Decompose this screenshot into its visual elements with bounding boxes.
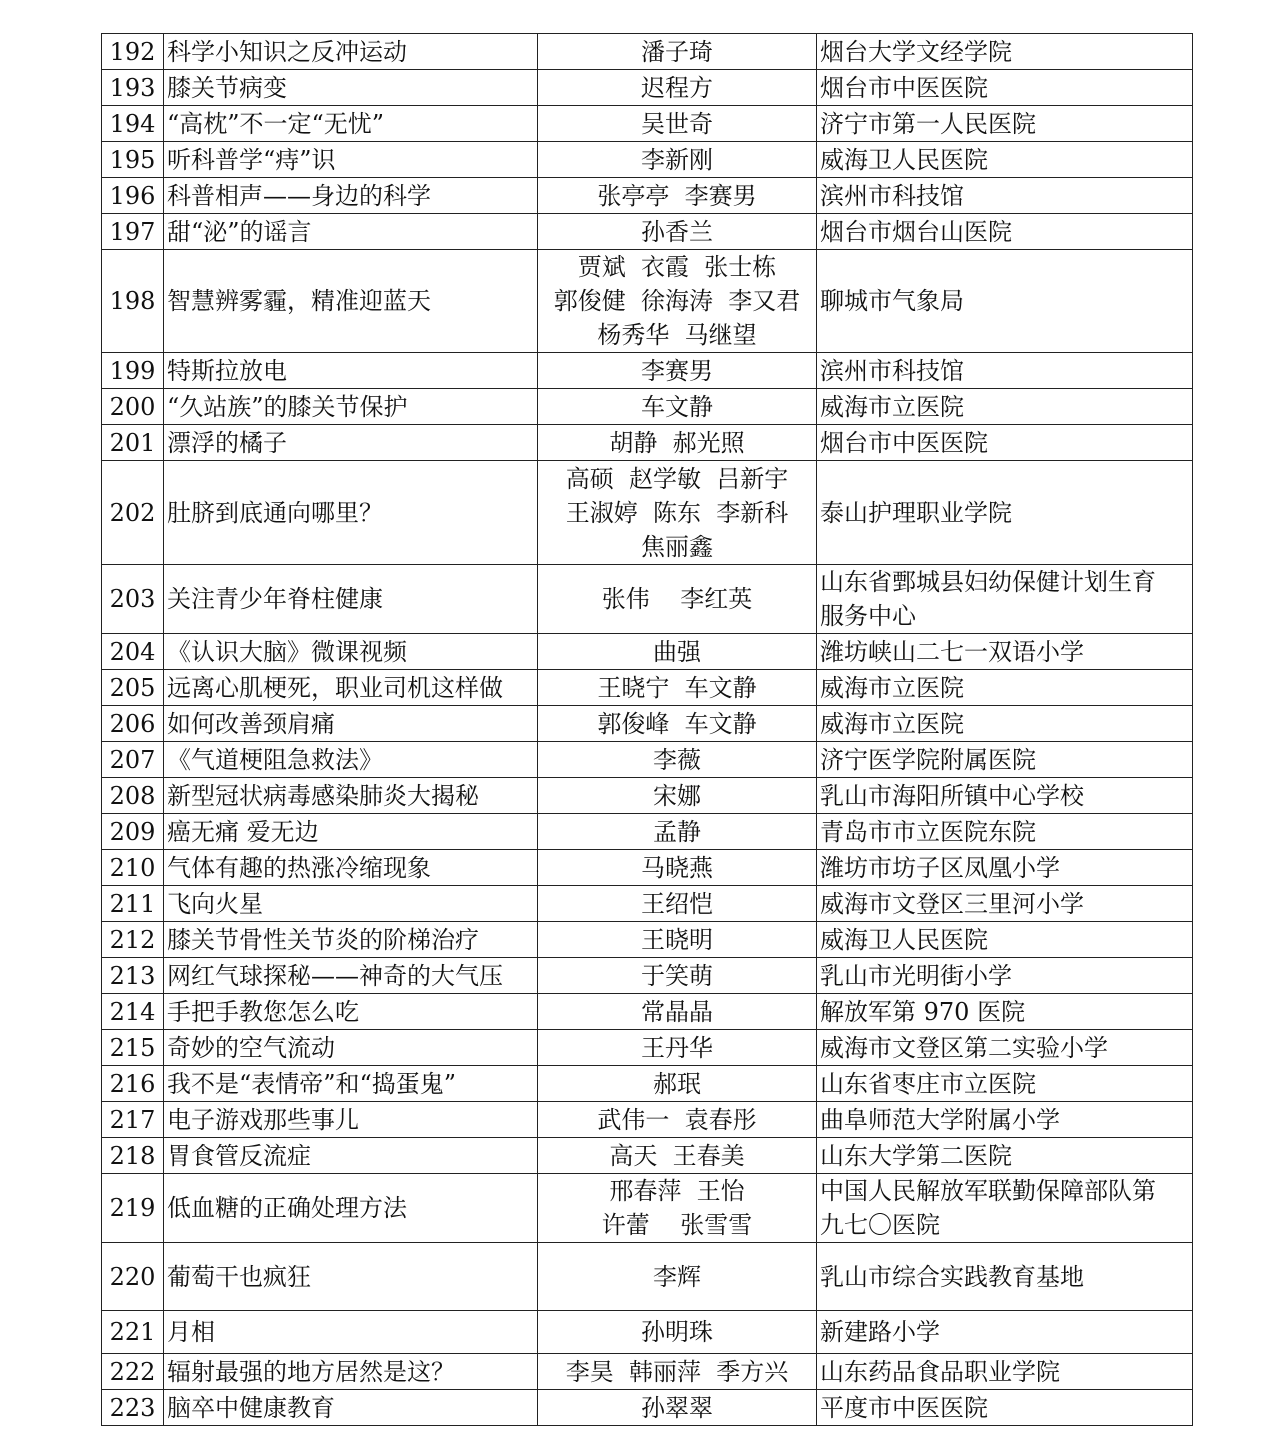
organization-cell (817, 1243, 1193, 1311)
authors-cell (538, 1390, 817, 1426)
organization-line: 服务中心 (820, 602, 916, 630)
table-row (102, 922, 1193, 958)
organization-line: 泰山护理职业学院 (820, 498, 1012, 527)
authors-cell (538, 850, 817, 886)
organization-line: 中国人民解放军联勤保障部队第 (820, 1177, 1156, 1205)
authors-cell (538, 214, 817, 250)
author-line: 高天 王春美 (609, 1141, 745, 1170)
authors-cell (538, 886, 817, 922)
work-title: 气体有趣的热涨冷缩现象 (164, 850, 538, 886)
work-title: 辐射最强的地方居然是这？ (164, 1354, 538, 1390)
organization-cell (817, 1102, 1193, 1138)
entry-number: 220 (102, 1243, 164, 1311)
award-list-table (101, 33, 1193, 1426)
organization-line: 乳山市综合实践教育基地 (820, 1262, 1084, 1291)
entry-number: 196 (102, 178, 164, 214)
table-row (102, 214, 1193, 250)
entry-number: 208 (102, 778, 164, 814)
table-row (102, 994, 1193, 1030)
organization-line: 潍坊峡山二七一双语小学 (820, 637, 1084, 666)
work-title: 科普相声——身边的科学 (164, 178, 538, 214)
organization-cell (817, 1354, 1193, 1390)
table-row (102, 958, 1193, 994)
table-row (102, 850, 1193, 886)
table-row (102, 1174, 1193, 1243)
author-line: 王丹华 (641, 1033, 713, 1062)
entry-number: 219 (102, 1174, 164, 1243)
authors-cell (538, 461, 817, 565)
organization-line: 威海卫人民医院 (820, 925, 988, 954)
entry-number: 218 (102, 1138, 164, 1174)
author-line: 郭俊峰 车文静 (597, 709, 757, 738)
entry-number: 204 (102, 634, 164, 670)
organization-line: 滨州市科技馆 (820, 181, 964, 210)
work-title: 膝关节病变 (164, 70, 538, 106)
entry-number: 210 (102, 850, 164, 886)
work-title: 听科普学“痔”识 (164, 142, 538, 178)
organization-cell (817, 778, 1193, 814)
table-row (102, 389, 1193, 425)
entry-number: 198 (102, 250, 164, 353)
table-row (102, 1243, 1193, 1311)
entry-number: 205 (102, 670, 164, 706)
work-title: 关注青少年脊柱健康 (164, 565, 538, 634)
organization-cell (817, 634, 1193, 670)
organization-line: 威海市立医院 (820, 673, 964, 702)
work-title: 飞向火星 (164, 886, 538, 922)
organization-line: 威海市立医院 (820, 392, 964, 421)
work-title: “久站族”的膝关节保护 (164, 389, 538, 425)
author-line: 常晶晶 (641, 997, 713, 1026)
author-line: 曲强 (653, 637, 701, 666)
table-row (102, 634, 1193, 670)
work-title: 我不是“表情帝”和“捣蛋鬼” (164, 1066, 538, 1102)
authors-cell (538, 1354, 817, 1390)
authors-cell (538, 70, 817, 106)
authors-cell (538, 142, 817, 178)
author-line: 李薇 (653, 745, 701, 774)
organization-cell (817, 565, 1193, 634)
work-title: 脑卒中健康教育 (164, 1390, 538, 1426)
organization-cell (817, 250, 1193, 353)
authors-cell (538, 425, 817, 461)
organization-cell (817, 922, 1193, 958)
work-title: 甜“泌”的谣言 (164, 214, 538, 250)
authors-cell (538, 1030, 817, 1066)
table-row (102, 1138, 1193, 1174)
table-row (102, 1102, 1193, 1138)
author-line: 邢春萍 王怡 (609, 1177, 745, 1205)
organization-cell (817, 1311, 1193, 1354)
author-line: 迟程方 (641, 73, 713, 102)
work-title: 特斯拉放电 (164, 353, 538, 389)
organization-line: 曲阜师范大学附属小学 (820, 1105, 1060, 1134)
author-line: 李赛男 (641, 356, 713, 385)
organization-cell (817, 1390, 1193, 1426)
author-line: 焦丽鑫 (641, 532, 713, 561)
table-row (102, 1030, 1193, 1066)
entry-number: 200 (102, 389, 164, 425)
table-row (102, 778, 1193, 814)
author-line: 李昊 韩丽萍 季方兴 (565, 1357, 789, 1386)
organization-line: 聊城市气象局 (820, 287, 964, 315)
table-row (102, 461, 1193, 565)
author-line: 郭俊健 徐海涛 李又君 (553, 287, 801, 315)
work-title: 智慧辨雾霾，精准迎蓝天 (164, 250, 538, 353)
organization-cell (817, 353, 1193, 389)
authors-cell (538, 389, 817, 425)
table-row (102, 353, 1193, 389)
organization-line: 九七〇医院 (820, 1211, 940, 1239)
work-title: 低血糖的正确处理方法 (164, 1174, 538, 1243)
table-row (102, 670, 1193, 706)
entry-number: 211 (102, 886, 164, 922)
organization-cell (817, 958, 1193, 994)
author-line: 武伟一 袁春彤 (597, 1105, 757, 1134)
author-line: 贾斌 衣霞 张士栋 (577, 253, 777, 281)
organization-cell (817, 425, 1193, 461)
author-line: 王晓宁 车文静 (597, 673, 757, 702)
authors-cell (538, 958, 817, 994)
organization-line: 济宁市第一人民医院 (820, 109, 1036, 138)
table-row (102, 250, 1193, 353)
organization-cell (817, 706, 1193, 742)
organization-cell (817, 142, 1193, 178)
organization-cell (817, 461, 1193, 565)
organization-cell (817, 994, 1193, 1030)
author-line: 高硕 赵学敏 吕新宇 (565, 464, 789, 493)
organization-cell (817, 1030, 1193, 1066)
work-title: 膝关节骨性关节炎的阶梯治疗 (164, 922, 538, 958)
authors-cell (538, 742, 817, 778)
author-line: 孟静 (653, 817, 701, 846)
organization-line: 潍坊市坊子区凤凰小学 (820, 853, 1060, 882)
author-line: 宋娜 (653, 781, 701, 810)
author-line: 张亭亭 李赛男 (597, 181, 757, 210)
author-line: 王绍恺 (641, 889, 713, 918)
organization-line: 烟台市烟台山医院 (820, 217, 1012, 246)
entry-number: 207 (102, 742, 164, 778)
author-line: 吴世奇 (641, 109, 713, 138)
entry-number: 195 (102, 142, 164, 178)
author-line: 王淑婷 陈东 李新科 (565, 498, 789, 527)
organization-cell (817, 1138, 1193, 1174)
authors-cell (538, 922, 817, 958)
table-row (102, 1354, 1193, 1390)
table-row (102, 1066, 1193, 1102)
organization-cell (817, 214, 1193, 250)
organization-line: 烟台市中医医院 (820, 73, 988, 102)
organization-line: 山东药品食品职业学院 (820, 1357, 1060, 1386)
entry-number: 213 (102, 958, 164, 994)
entry-number: 223 (102, 1390, 164, 1426)
organization-cell (817, 886, 1193, 922)
work-title: 远离心肌梗死，职业司机这样做 (164, 670, 538, 706)
work-title: 新型冠状病毒感染肺炎大揭秘 (164, 778, 538, 814)
work-title: 手把手教您怎么吃 (164, 994, 538, 1030)
entry-number: 197 (102, 214, 164, 250)
author-line: 孙香兰 (641, 217, 713, 246)
organization-line: 滨州市科技馆 (820, 356, 964, 385)
work-title: 奇妙的空气流动 (164, 1030, 538, 1066)
author-line: 王晓明 (641, 925, 713, 954)
authors-cell (538, 1138, 817, 1174)
author-line: 孙翠翠 (641, 1393, 713, 1422)
organization-line: 山东省枣庄市立医院 (820, 1069, 1036, 1098)
work-title: 《气道梗阻急救法》 (164, 742, 538, 778)
organization-line: 山东省鄄城县妇幼保健计划生育 (820, 568, 1156, 596)
table-row (102, 106, 1193, 142)
organization-cell (817, 34, 1193, 70)
authors-cell (538, 565, 817, 634)
entry-number: 201 (102, 425, 164, 461)
work-title: “高枕”不一定“无忧” (164, 106, 538, 142)
organization-cell (817, 1174, 1193, 1243)
authors-cell (538, 1102, 817, 1138)
entry-number: 214 (102, 994, 164, 1030)
work-title: 胃食管反流症 (164, 1138, 538, 1174)
work-title: 网红气球探秘——神奇的大气压 (164, 958, 538, 994)
work-title: 漂浮的橘子 (164, 425, 538, 461)
entry-number: 212 (102, 922, 164, 958)
table-row (102, 142, 1193, 178)
authors-cell (538, 106, 817, 142)
authors-cell (538, 353, 817, 389)
table-row (102, 565, 1193, 634)
organization-line: 解放军第 970 医院 (820, 997, 1026, 1026)
author-line: 张伟 李红英 (601, 585, 753, 613)
authors-cell (538, 994, 817, 1030)
organization-cell (817, 106, 1193, 142)
authors-cell (538, 1311, 817, 1354)
work-title: 如何改善颈肩痛 (164, 706, 538, 742)
organization-line: 威海市文登区第二实验小学 (820, 1033, 1108, 1062)
author-line: 郝珉 (653, 1069, 701, 1098)
entry-number: 221 (102, 1311, 164, 1354)
table-body (102, 34, 1193, 1426)
table-row (102, 1311, 1193, 1354)
organization-cell (817, 1066, 1193, 1102)
work-title: 癌无痛 爱无边 (164, 814, 538, 850)
work-title: 月相 (164, 1311, 538, 1354)
author-line: 孙明珠 (641, 1318, 713, 1346)
entry-number: 217 (102, 1102, 164, 1138)
organization-cell (817, 742, 1193, 778)
organization-cell (817, 814, 1193, 850)
entry-number: 206 (102, 706, 164, 742)
organization-cell (817, 670, 1193, 706)
work-title: 葡萄干也疯狂 (164, 1243, 538, 1311)
entry-number: 209 (102, 814, 164, 850)
table-row (102, 178, 1193, 214)
authors-cell (538, 778, 817, 814)
authors-cell (538, 34, 817, 70)
author-line: 马晓燕 (641, 853, 713, 882)
entry-number: 216 (102, 1066, 164, 1102)
organization-cell (817, 389, 1193, 425)
author-line: 杨秀华 马继望 (597, 321, 757, 349)
organization-line: 烟台市中医医院 (820, 428, 988, 457)
author-line: 胡静 郝光照 (609, 428, 745, 457)
table-row (102, 70, 1193, 106)
authors-cell (538, 178, 817, 214)
author-line: 许蕾 张雪雪 (601, 1211, 753, 1239)
author-line: 李新刚 (641, 145, 713, 174)
organization-line: 烟台大学文经学院 (820, 37, 1012, 66)
organization-cell (817, 850, 1193, 886)
author-line: 李辉 (653, 1262, 701, 1291)
authors-cell (538, 706, 817, 742)
organization-line: 青岛市市立医院东院 (820, 817, 1036, 846)
authors-cell (538, 1174, 817, 1243)
organization-line: 山东大学第二医院 (820, 1141, 1012, 1170)
entry-number: 215 (102, 1030, 164, 1066)
organization-line: 济宁医学院附属医院 (820, 745, 1036, 774)
organization-cell (817, 70, 1193, 106)
work-title: 肚脐到底通向哪里？ (164, 461, 538, 565)
organization-line: 平度市中医医院 (820, 1393, 988, 1422)
organization-line: 威海市立医院 (820, 709, 964, 738)
organization-line: 乳山市光明街小学 (820, 961, 1012, 990)
author-line: 车文静 (641, 392, 713, 421)
entry-number: 203 (102, 565, 164, 634)
author-line: 于笑萌 (641, 961, 713, 990)
author-line: 潘子琦 (641, 37, 713, 66)
organization-line: 新建路小学 (820, 1318, 940, 1346)
organization-line: 乳山市海阳所镇中心学校 (820, 781, 1084, 810)
authors-cell (538, 634, 817, 670)
organization-line: 威海市文登区三里河小学 (820, 889, 1084, 918)
table-row (102, 1390, 1193, 1426)
entry-number: 202 (102, 461, 164, 565)
organization-cell (817, 178, 1193, 214)
entry-number: 193 (102, 70, 164, 106)
authors-cell (538, 1243, 817, 1311)
table-row (102, 34, 1193, 70)
work-title: 电子游戏那些事儿 (164, 1102, 538, 1138)
entry-number: 222 (102, 1354, 164, 1390)
table-row (102, 706, 1193, 742)
authors-cell (538, 250, 817, 353)
authors-cell (538, 1066, 817, 1102)
table-row (102, 425, 1193, 461)
work-title: 科学小知识之反冲运动 (164, 34, 538, 70)
table-row (102, 742, 1193, 778)
authors-cell (538, 670, 817, 706)
entry-number: 199 (102, 353, 164, 389)
table-row (102, 886, 1193, 922)
authors-cell (538, 814, 817, 850)
work-title: 《认识大脑》微课视频 (164, 634, 538, 670)
entry-number: 192 (102, 34, 164, 70)
organization-line: 威海卫人民医院 (820, 145, 988, 174)
entry-number: 194 (102, 106, 164, 142)
table-row (102, 814, 1193, 850)
